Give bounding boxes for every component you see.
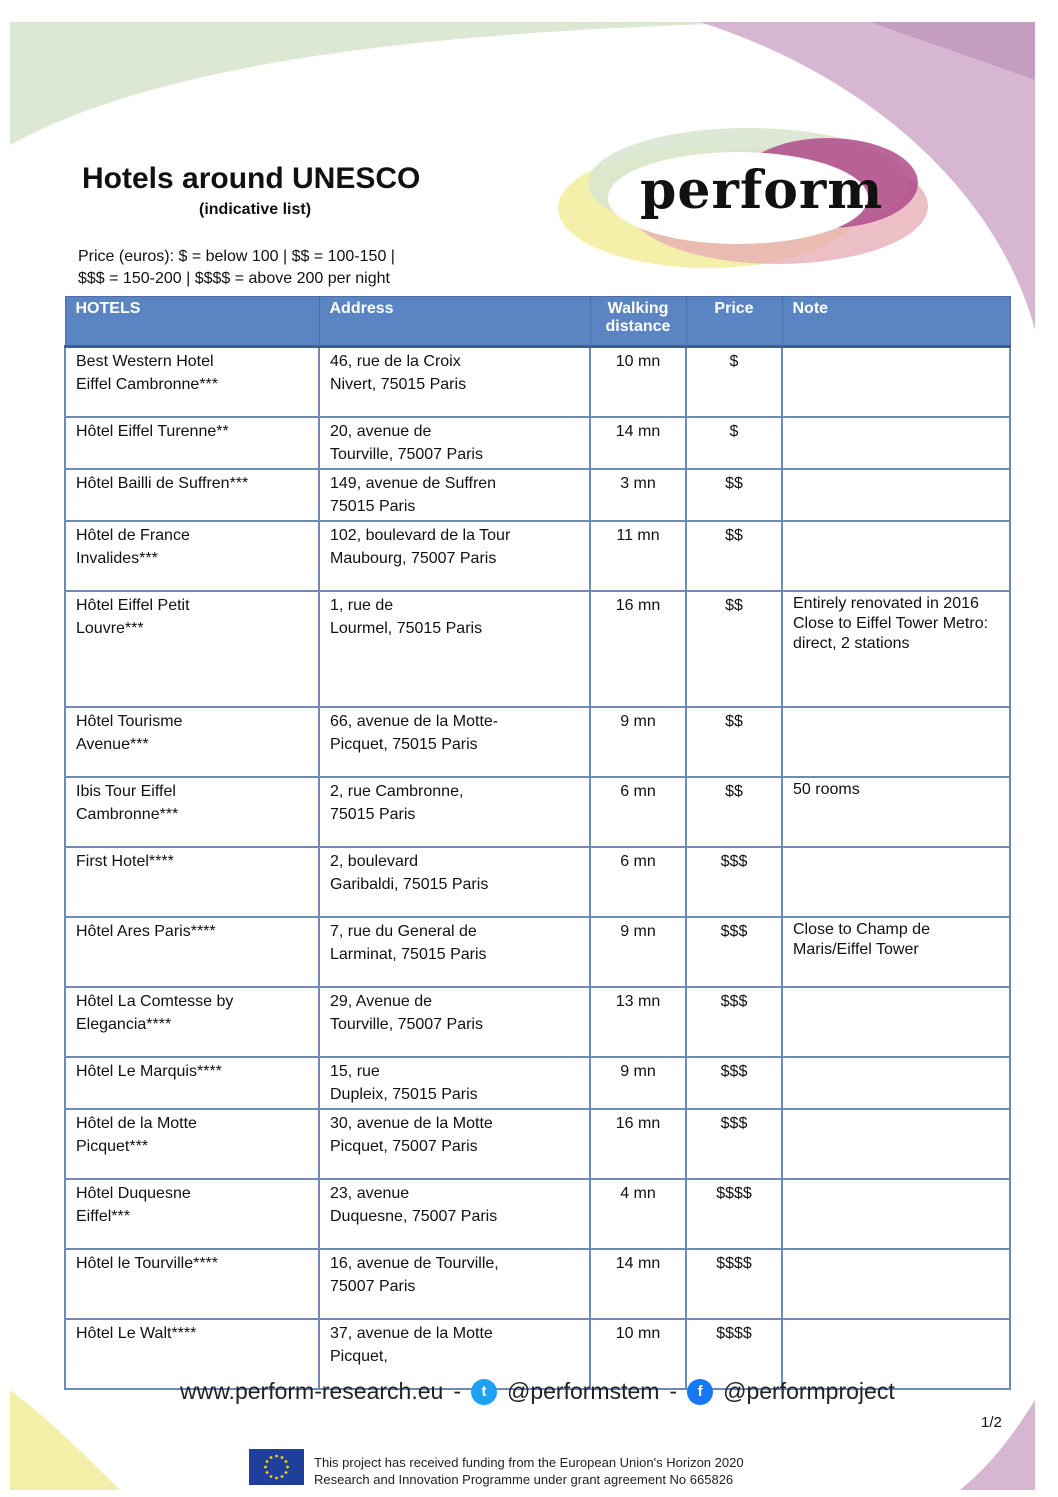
note-cell: Entirely renovated in 2016 Close to Eiffel Tower Metro: direct, 2 stations <box>782 591 1010 707</box>
note-cell <box>782 347 1010 417</box>
website-link[interactable]: www.perform-research.eu <box>180 1378 444 1404</box>
hotel-line: Cambronne*** <box>76 805 179 823</box>
price-legend-line: Price (euros): $ = below 100 | $$ = 100-150 | <box>78 248 395 265</box>
price-cell: $$$$ <box>686 1249 782 1319</box>
address-line: 37, avenue de la Motte <box>330 1324 493 1342</box>
funding-statement <box>314 1454 744 1488</box>
note-cell <box>782 521 1010 591</box>
price-cell: $$$ <box>686 847 782 917</box>
address-cell <box>319 347 590 417</box>
address-cell <box>319 917 590 987</box>
address-line: 7, rue du General de <box>330 922 477 940</box>
address-cell <box>319 987 590 1057</box>
price-cell: $$ <box>686 777 782 847</box>
table-row <box>65 417 1010 469</box>
walking-distance-cell: 3 mn <box>590 469 686 521</box>
address-line: 1, rue de <box>330 596 394 614</box>
address-cell <box>319 1249 590 1319</box>
hotel-line: Eiffel Cambronne*** <box>76 376 219 393</box>
hotel-line: Hôtel Duquesne <box>76 1184 191 1202</box>
address-line: Maubourg, 75007 Paris <box>330 549 497 567</box>
address-cell <box>319 847 590 917</box>
table-row <box>65 987 1010 1057</box>
hotel-line: Best Western Hotel <box>76 353 214 370</box>
price-cell: $$ <box>686 707 782 777</box>
address-line: Larminat, 75015 Paris <box>330 945 487 963</box>
hotel-line: Hôtel Le Marquis**** <box>76 1062 222 1080</box>
hotel-name-cell <box>65 777 319 847</box>
walking-distance-cell: 9 mn <box>590 707 686 777</box>
table-row <box>65 1249 1010 1319</box>
address-cell <box>319 1057 590 1109</box>
table-row <box>65 707 1010 777</box>
address-line: Picquet, 75015 Paris <box>330 735 478 753</box>
hotel-line: Picquet*** <box>76 1137 149 1155</box>
hotel-name-cell <box>65 1057 319 1109</box>
note-cell <box>782 1249 1010 1319</box>
hotel-line: Hôtel Ares Paris**** <box>76 922 216 940</box>
hotel-line: Louvre*** <box>76 619 144 637</box>
address-line: 46, rue de la Croix <box>330 353 461 370</box>
address-line: 66, avenue de la Motte- <box>330 712 499 730</box>
column-header-hotels: HOTELS <box>65 297 319 347</box>
address-line: Nivert, 75015 Paris <box>330 376 467 393</box>
address-line: 30, avenue de la Motte <box>330 1114 493 1132</box>
hotel-line: Hôtel de France <box>76 526 190 544</box>
page-number: 1/2 <box>981 1414 1002 1431</box>
table-row <box>65 1057 1010 1109</box>
address-line: Tourville, 75007 Paris <box>330 445 483 463</box>
hotel-name-cell <box>65 469 319 521</box>
address-line: 2, boulevard <box>330 852 419 870</box>
table-row <box>65 917 1010 987</box>
address-cell <box>319 1109 590 1179</box>
note-cell <box>782 1179 1010 1249</box>
separator: - <box>669 1378 678 1404</box>
note-cell: 50 rooms <box>782 777 1010 847</box>
note-cell <box>782 1109 1010 1179</box>
hotel-line: Hôtel Eiffel Petit <box>76 596 190 614</box>
hotel-name-cell <box>65 1109 319 1179</box>
walking-distance-cell: 9 mn <box>590 917 686 987</box>
eu-flag-icon <box>249 1449 304 1485</box>
hotel-name-cell <box>65 847 319 917</box>
column-header-note: Note <box>782 297 1010 347</box>
walking-distance-cell: 14 mn <box>590 417 686 469</box>
hotel-line: Elegancia**** <box>76 1015 172 1033</box>
address-line: 23, avenue <box>330 1184 410 1202</box>
walking-distance-cell: 6 mn <box>590 777 686 847</box>
hotel-name-cell <box>65 521 319 591</box>
price-legend-line: $$$ = 150-200 | $$$$ = above 200 per night <box>78 270 390 287</box>
price-cell: $ <box>686 347 782 417</box>
page-title: Hotels around UNESCO <box>82 162 421 195</box>
price-cell: $$$$ <box>686 1179 782 1249</box>
address-line: 75015 Paris <box>330 805 416 823</box>
address-cell <box>319 707 590 777</box>
hotel-name-cell <box>65 1179 319 1249</box>
walking-distance-cell: 6 mn <box>590 847 686 917</box>
separator: - <box>453 1378 461 1404</box>
walking-distance-cell: 16 mn <box>590 1109 686 1179</box>
column-header-price: Price <box>686 297 782 347</box>
twitter-icon: t <box>471 1379 497 1405</box>
price-cell: $$$ <box>686 1109 782 1179</box>
perform-logo-text: perform <box>640 160 884 221</box>
facebook-icon: f <box>687 1379 713 1405</box>
address-cell <box>319 777 590 847</box>
note-cell <box>782 469 1010 521</box>
address-cell <box>319 469 590 521</box>
address-cell <box>319 521 590 591</box>
hotel-line: Hôtel Le Walt**** <box>76 1324 197 1342</box>
address-line: Tourville, 75007 Paris <box>330 1015 483 1033</box>
column-header-address: Address <box>319 297 590 347</box>
address-cell <box>319 591 590 707</box>
footer-links <box>180 1378 895 1405</box>
address-line: Garibaldi, 75015 Paris <box>330 875 489 893</box>
price-legend <box>78 246 458 290</box>
address-line: Duquesne, 75007 Paris <box>330 1207 498 1225</box>
hotel-name-cell <box>65 417 319 469</box>
hotel-name-cell <box>65 347 319 417</box>
column-header-walking-distance: Walking distance <box>590 297 686 347</box>
address-line: Lourmel, 75015 Paris <box>330 619 483 637</box>
address-line: 15, rue <box>330 1062 380 1080</box>
hotel-name-cell <box>65 987 319 1057</box>
note-cell: Close to Champ de Maris/Eiffel Tower <box>782 917 1010 987</box>
walking-distance-cell: 14 mn <box>590 1249 686 1319</box>
table-row <box>65 1109 1010 1179</box>
hotel-line: Invalides*** <box>76 549 158 567</box>
address-line: Picquet, 75007 Paris <box>330 1137 478 1155</box>
address-line: 16, avenue de Tourville, <box>330 1254 499 1272</box>
price-cell: $$ <box>686 591 782 707</box>
walking-distance-cell: 13 mn <box>590 987 686 1057</box>
address-line: 29, Avenue de <box>330 992 433 1010</box>
hotel-line: Hôtel le Tourville**** <box>76 1254 218 1272</box>
note-cell <box>782 707 1010 777</box>
table-row <box>65 347 1010 417</box>
hotel-line: Avenue*** <box>76 735 149 753</box>
table-body <box>65 347 1010 1389</box>
hotel-line: Hôtel Tourisme <box>76 712 183 730</box>
walking-distance-cell: 10 mn <box>590 347 686 417</box>
price-cell: $$$ <box>686 1057 782 1109</box>
address-line: 20, avenue de <box>330 422 432 440</box>
hotel-line: Hôtel La Comtesse by <box>76 992 234 1010</box>
table-row <box>65 469 1010 521</box>
address-line: 75015 Paris <box>330 497 416 515</box>
price-cell: $$$$ <box>686 1319 782 1389</box>
walking-distance-cell: 9 mn <box>590 1057 686 1109</box>
price-cell: $$$ <box>686 917 782 987</box>
price-cell: $ <box>686 417 782 469</box>
note-cell <box>782 1057 1010 1109</box>
address-line: 75007 Paris <box>330 1277 416 1295</box>
table-row <box>65 847 1010 917</box>
hotel-line: First Hotel**** <box>76 852 174 870</box>
note-cell <box>782 847 1010 917</box>
page-subtitle: (indicative list) <box>199 201 312 218</box>
address-line: Dupleix, 75015 Paris <box>330 1085 478 1103</box>
hotels-table <box>64 296 1011 1390</box>
address-line: 102, boulevard de la Tour <box>330 526 511 544</box>
hotel-line: Ibis Tour Eiffel <box>76 782 176 800</box>
twitter-handle[interactable]: @performstem <box>506 1378 660 1404</box>
table-row <box>65 777 1010 847</box>
address-line: 149, avenue de Suffren <box>330 474 497 492</box>
walking-distance-cell: 4 mn <box>590 1179 686 1249</box>
hotel-line: Hôtel Eiffel Turenne** <box>76 422 229 440</box>
hotel-line: Eiffel*** <box>76 1207 130 1225</box>
funding-line: This project has received funding from the European Union's Horizon 2020 <box>314 1455 744 1470</box>
price-cell: $$$ <box>686 987 782 1057</box>
address-cell <box>319 1179 590 1249</box>
table-row <box>65 591 1010 707</box>
address-cell <box>319 417 590 469</box>
hotel-name-cell <box>65 707 319 777</box>
note-cell <box>782 417 1010 469</box>
hotel-line: Hôtel Bailli de Suffren*** <box>76 474 249 492</box>
address-line: Picquet, <box>330 1347 388 1365</box>
walking-distance-cell: 16 mn <box>590 591 686 707</box>
hotel-name-cell <box>65 1249 319 1319</box>
note-cell <box>782 987 1010 1057</box>
walking-distance-cell: 10 mn <box>590 1319 686 1389</box>
facebook-handle[interactable]: @performproject <box>723 1378 895 1404</box>
table-header-row <box>65 297 1010 347</box>
hotel-name-cell <box>65 917 319 987</box>
table-row <box>65 521 1010 591</box>
hotel-name-cell <box>65 591 319 707</box>
walking-distance-cell: 11 mn <box>590 521 686 591</box>
funding-line: Research and Innovation Programme under grant agreement No 665826 <box>314 1472 734 1487</box>
address-line: 2, rue Cambronne, <box>330 782 464 800</box>
price-cell: $$ <box>686 521 782 591</box>
table-row <box>65 1179 1010 1249</box>
price-cell: $$ <box>686 469 782 521</box>
hotel-line: Hôtel de la Motte <box>76 1114 197 1132</box>
